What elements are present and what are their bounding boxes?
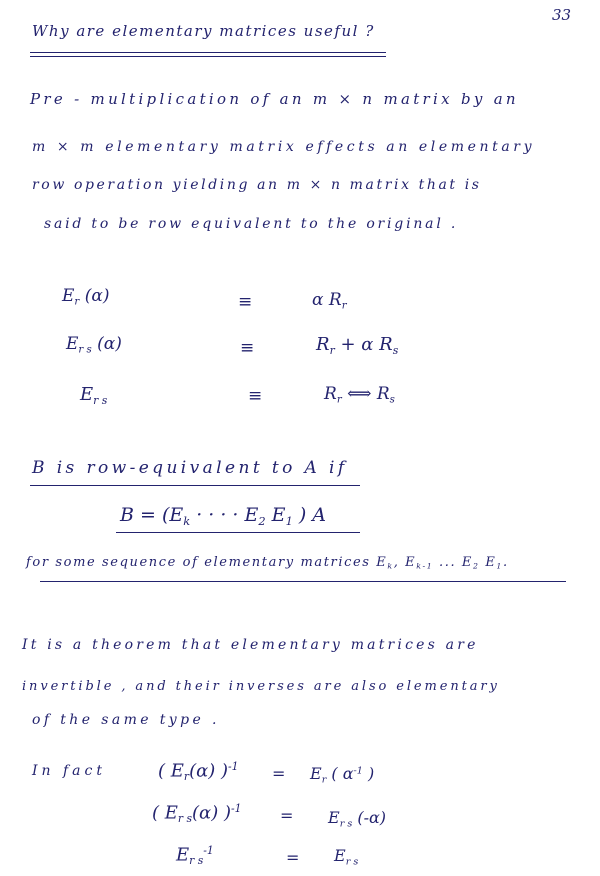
page-number: 33 — [552, 6, 572, 24]
op-1-rhs: α $R_r$ — [312, 290, 347, 312]
op-3-rhs: $R_r$ ⟺ $R_s$ — [324, 384, 395, 406]
page-title: Why are elementary matrices useful ? — [32, 22, 375, 40]
op-2-relation: ≡ — [240, 338, 255, 358]
op-1-lhs: $E_r$ (α) — [62, 286, 110, 308]
inverse-2-relation: = — [280, 806, 294, 825]
op-2-rhs: $R_r + \alpha$ $R_s$ — [316, 334, 399, 357]
inverse-3-relation: = — [286, 848, 300, 867]
title-underline — [30, 52, 386, 53]
in-fact-label: In fact — [32, 763, 106, 779]
op-3-relation: ≡ — [248, 386, 263, 406]
op-2-lhs: $E_{r s}$ (α) — [66, 334, 122, 356]
elementary-sequence: for some sequence of elementary matrices $E_k$, $E_{k-1}$ ... $E_2$ $E_1$. — [26, 555, 509, 571]
title-underline-2 — [30, 56, 386, 57]
intro-line-4: said to be row equivalent to the original . — [44, 216, 459, 232]
inverse-1-relation: = — [272, 764, 286, 783]
op-3-lhs: $E_{r s}$ — [80, 384, 108, 407]
theorem-line-3: of the same type . — [32, 712, 220, 728]
formula-underline — [116, 532, 360, 533]
intro-line-1: Pre - multiplication of an m × n matrix by an — [30, 90, 519, 108]
intro-line-2: m × m elementary matrix effects an elementary — [32, 139, 536, 155]
sequence-underline — [40, 581, 566, 582]
theorem-line-1: It is a theorem that elementary matrices are — [22, 637, 479, 653]
statement-underline — [30, 485, 360, 486]
inverse-3-lhs: $E_{r s}^{-1}$ — [176, 844, 214, 868]
inverse-2-lhs: ( $E_{r s}(\alpha)$ )$^{-1}$ — [152, 802, 242, 826]
inverse-1-rhs: $E_r$ ( $\alpha^{-1}$ ) — [310, 764, 375, 786]
op-1-relation: ≡ — [238, 292, 253, 312]
row-equivalence-statement: B is row-equivalent to A if — [32, 458, 348, 478]
inverse-2-rhs: $E_{r s}$ (-α) — [328, 808, 387, 830]
row-equivalence-formula: $B = (E_k$ · · · · $E_2$ $E_1$ ) A — [120, 504, 327, 528]
inverse-3-rhs: $E_{r s}$ — [334, 846, 359, 868]
intro-line-3: row operation yielding an m × n matrix that is — [32, 177, 482, 193]
inverse-1-lhs: ( $E_r(\alpha)$ )$^{-1}$ — [158, 760, 239, 784]
theorem-line-2: invertible , and their inverses are also elementary — [22, 679, 500, 694]
